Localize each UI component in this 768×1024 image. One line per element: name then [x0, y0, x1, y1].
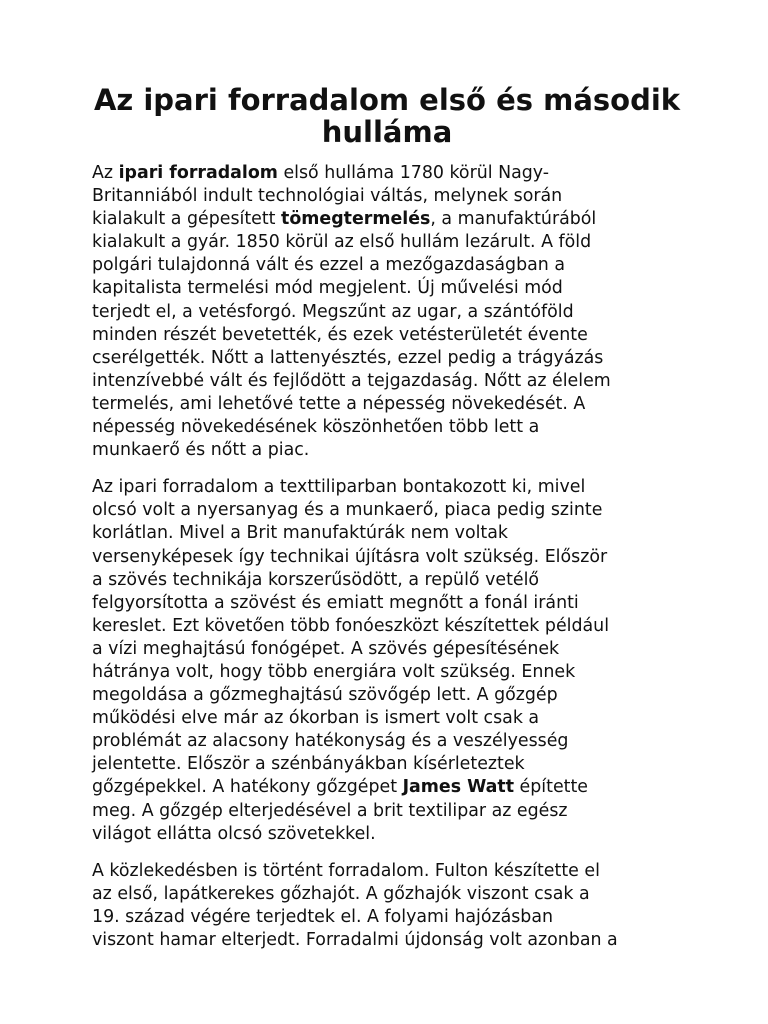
text-line — [92, 883, 682, 906]
text-segment: cserélgették. Nőtt a lattenyésztés, ezzel pedig a trágyázás — [92, 347, 604, 368]
text-segment: Az ipari forradalom a texttiliparban bontakozott ki, mivel — [92, 477, 586, 498]
text-line — [92, 416, 682, 439]
text-segment: olcsó volt a nyersanyag és a munkaerő, piaca pedig szinte — [92, 500, 603, 521]
text-segment: viszont hamar elterjedt. Forradalmi újdonság volt azonban a — [92, 930, 618, 950]
text-line — [92, 185, 682, 208]
text-segment: első hulláma 1780 körül Nagy- — [277, 163, 550, 183]
text-segment: világot ellátta olcsó szövetekkel. — [92, 823, 376, 844]
text-line — [92, 929, 682, 952]
text-segment: a szövés technikája korszerűsödött, a repülő vetélő — [92, 569, 540, 590]
text-segment: gőzgépekkel. A hatékony gőzgépet — [92, 777, 403, 798]
text-segment: korlátlan. Mivel a Brit manufaktúrák nem voltak — [92, 523, 508, 544]
text-line — [92, 370, 682, 393]
text-segment: A közlekedésben is történt forradalom. Fulton készítette el — [92, 860, 600, 881]
text-line — [92, 800, 682, 823]
text-line — [92, 301, 682, 324]
paragraph — [92, 476, 682, 846]
text-line — [92, 860, 682, 883]
text-line — [92, 776, 682, 799]
text-line — [92, 753, 682, 776]
text-segment: , a manufaktúrából — [430, 209, 597, 230]
text-line — [92, 615, 682, 638]
text-line — [92, 347, 682, 370]
text-segment: építette — [514, 777, 588, 798]
text-segment: jelentette. Először a szénbányákban kísérleteztek — [92, 754, 525, 775]
text-segment: minden részét bevetették, és ezek vetésterületét évente — [92, 324, 588, 345]
bold-term: tömegtermelés — [281, 209, 431, 230]
text-line — [92, 476, 682, 499]
text-line — [92, 208, 682, 231]
text-segment: terjedt el, a vetésforgó. Megszűnt az ugar, a szántóföld — [92, 301, 574, 322]
text-segment: az első, lapátkerekes gőzhajót. A gőzhajók viszont csak a — [92, 883, 590, 904]
text-line — [92, 707, 682, 730]
text-line — [92, 393, 682, 416]
text-line — [92, 162, 682, 185]
text-segment: polgári tulajdonná vált és ezzel a mezőgazdaságban a — [92, 255, 565, 276]
text-segment: népesség növekedésének köszönhetően több lett a — [92, 417, 540, 438]
text-segment: meg. A gőzgép elterjedésével a brit textilipar az egész — [92, 800, 568, 821]
document-body — [92, 84, 682, 966]
text-segment: intenzívebbé vált és fejlődött a tejgazdaság. Nőtt az élelem — [92, 370, 611, 391]
text-line — [92, 277, 682, 300]
text-segment: termelés, ami lehetővé tette a népesség növekedését. A — [92, 393, 586, 414]
text-segment: működési elve már az ókorban is ismert volt csak a — [92, 708, 540, 729]
text-segment: 19. század végére terjedtek el. A folyami hajózásban — [92, 906, 554, 927]
paragraph — [92, 860, 682, 952]
text-segment: felgyorsította a szövést és emiatt megnőtt a fonál iránti — [92, 592, 579, 613]
paragraph — [92, 162, 682, 462]
text-line — [92, 638, 682, 661]
text-segment: versenyképesek így technikai újításra volt szükség. Először — [92, 546, 608, 567]
text-line — [92, 254, 682, 277]
text-line — [92, 906, 682, 929]
text-line — [92, 324, 682, 347]
text-line — [92, 439, 682, 462]
text-segment: kapitalista termelési mód megjelent. Új művelési mód — [92, 278, 563, 299]
text-segment: munkaerő és nőtt a piac. — [92, 440, 310, 461]
text-line — [92, 684, 682, 707]
bold-term: ipari forradalom — [118, 163, 278, 183]
text-line — [92, 823, 682, 846]
text-segment: kialakult a gépesített — [92, 209, 282, 230]
text-line — [92, 569, 682, 592]
text-line — [92, 661, 682, 684]
text-line — [92, 522, 682, 545]
text-segment: problémát az alacsony hatékonyság és a veszélyesség — [92, 731, 569, 752]
bold-term: James Watt — [402, 777, 515, 798]
paragraph-container — [92, 162, 682, 952]
text-line — [92, 546, 682, 569]
text-line — [92, 499, 682, 522]
text-segment: hátránya volt, hogy több energiára volt szükség. Ennek — [92, 661, 576, 682]
text-segment: kialakult a gyár. 1850 körül az első hullám lezárult. A föld — [92, 232, 592, 253]
text-line — [92, 231, 682, 254]
text-segment: Britanniából indult technológiai váltás, melynek során — [92, 186, 563, 207]
text-segment: Az — [92, 163, 119, 183]
text-line — [92, 730, 682, 753]
page-title: Az ipari forradalom első és második hulláma — [93, 83, 681, 149]
text-segment: megoldása a gőzmeghajtású szövőgép lett. A gőzgép — [92, 685, 558, 706]
text-segment: kereslet. Ezt követően több fonóeszközt készítettek például — [92, 615, 610, 636]
text-segment: a vízi meghajtású fonógépet. A szövés gépesítésének — [92, 638, 560, 659]
text-line — [92, 592, 682, 615]
